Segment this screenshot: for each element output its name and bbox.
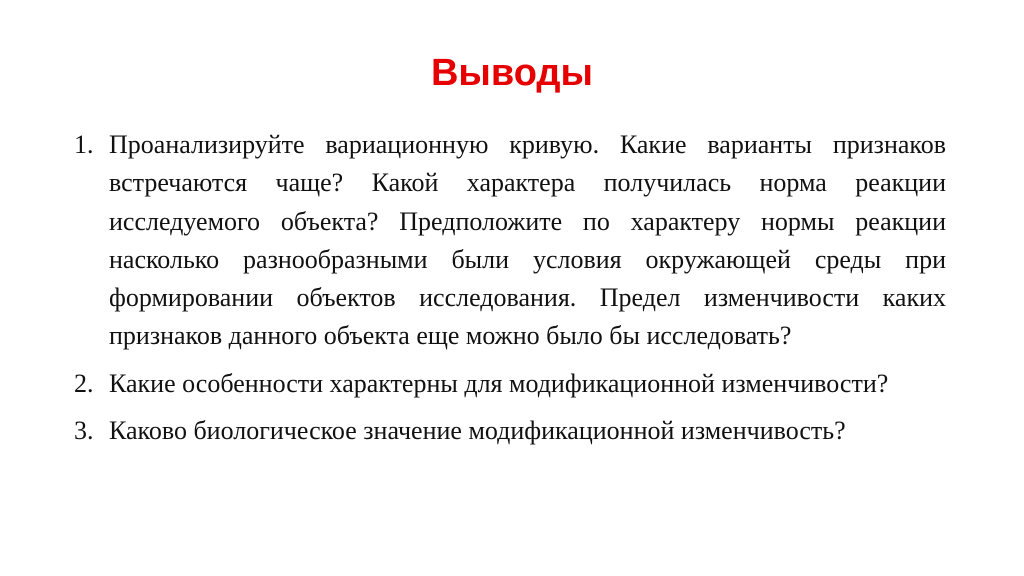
list-item-text: Какие особенности характерны для модификационной изменчивости? — [109, 368, 889, 398]
list-item-text: Проанализируйте вариационную кривую. Какие варианты признаков встречаются чаще? Какой характера получилась норма реакции исследуемого объекта? Предположите по характеру нормы реакции насколько разнообразными были условия окружающей среды при формировании объектов исследования. Предел изменчивости каких признаков данного объекта еще можно было бы исследовать? — [109, 130, 946, 351]
list-item-3 — [74, 412, 946, 450]
list-item-2 — [74, 365, 946, 403]
list-item-number: 2. — [74, 368, 94, 398]
slide-title: Выводы — [430, 52, 594, 94]
conclusions-list — [74, 126, 946, 450]
list-item-number: 1. — [74, 130, 94, 159]
list-item-number: 3. — [74, 416, 94, 446]
list-item-text: Каково биологическое значение модификационной изменчивость? — [109, 416, 846, 446]
list-item-1 — [74, 126, 946, 356]
